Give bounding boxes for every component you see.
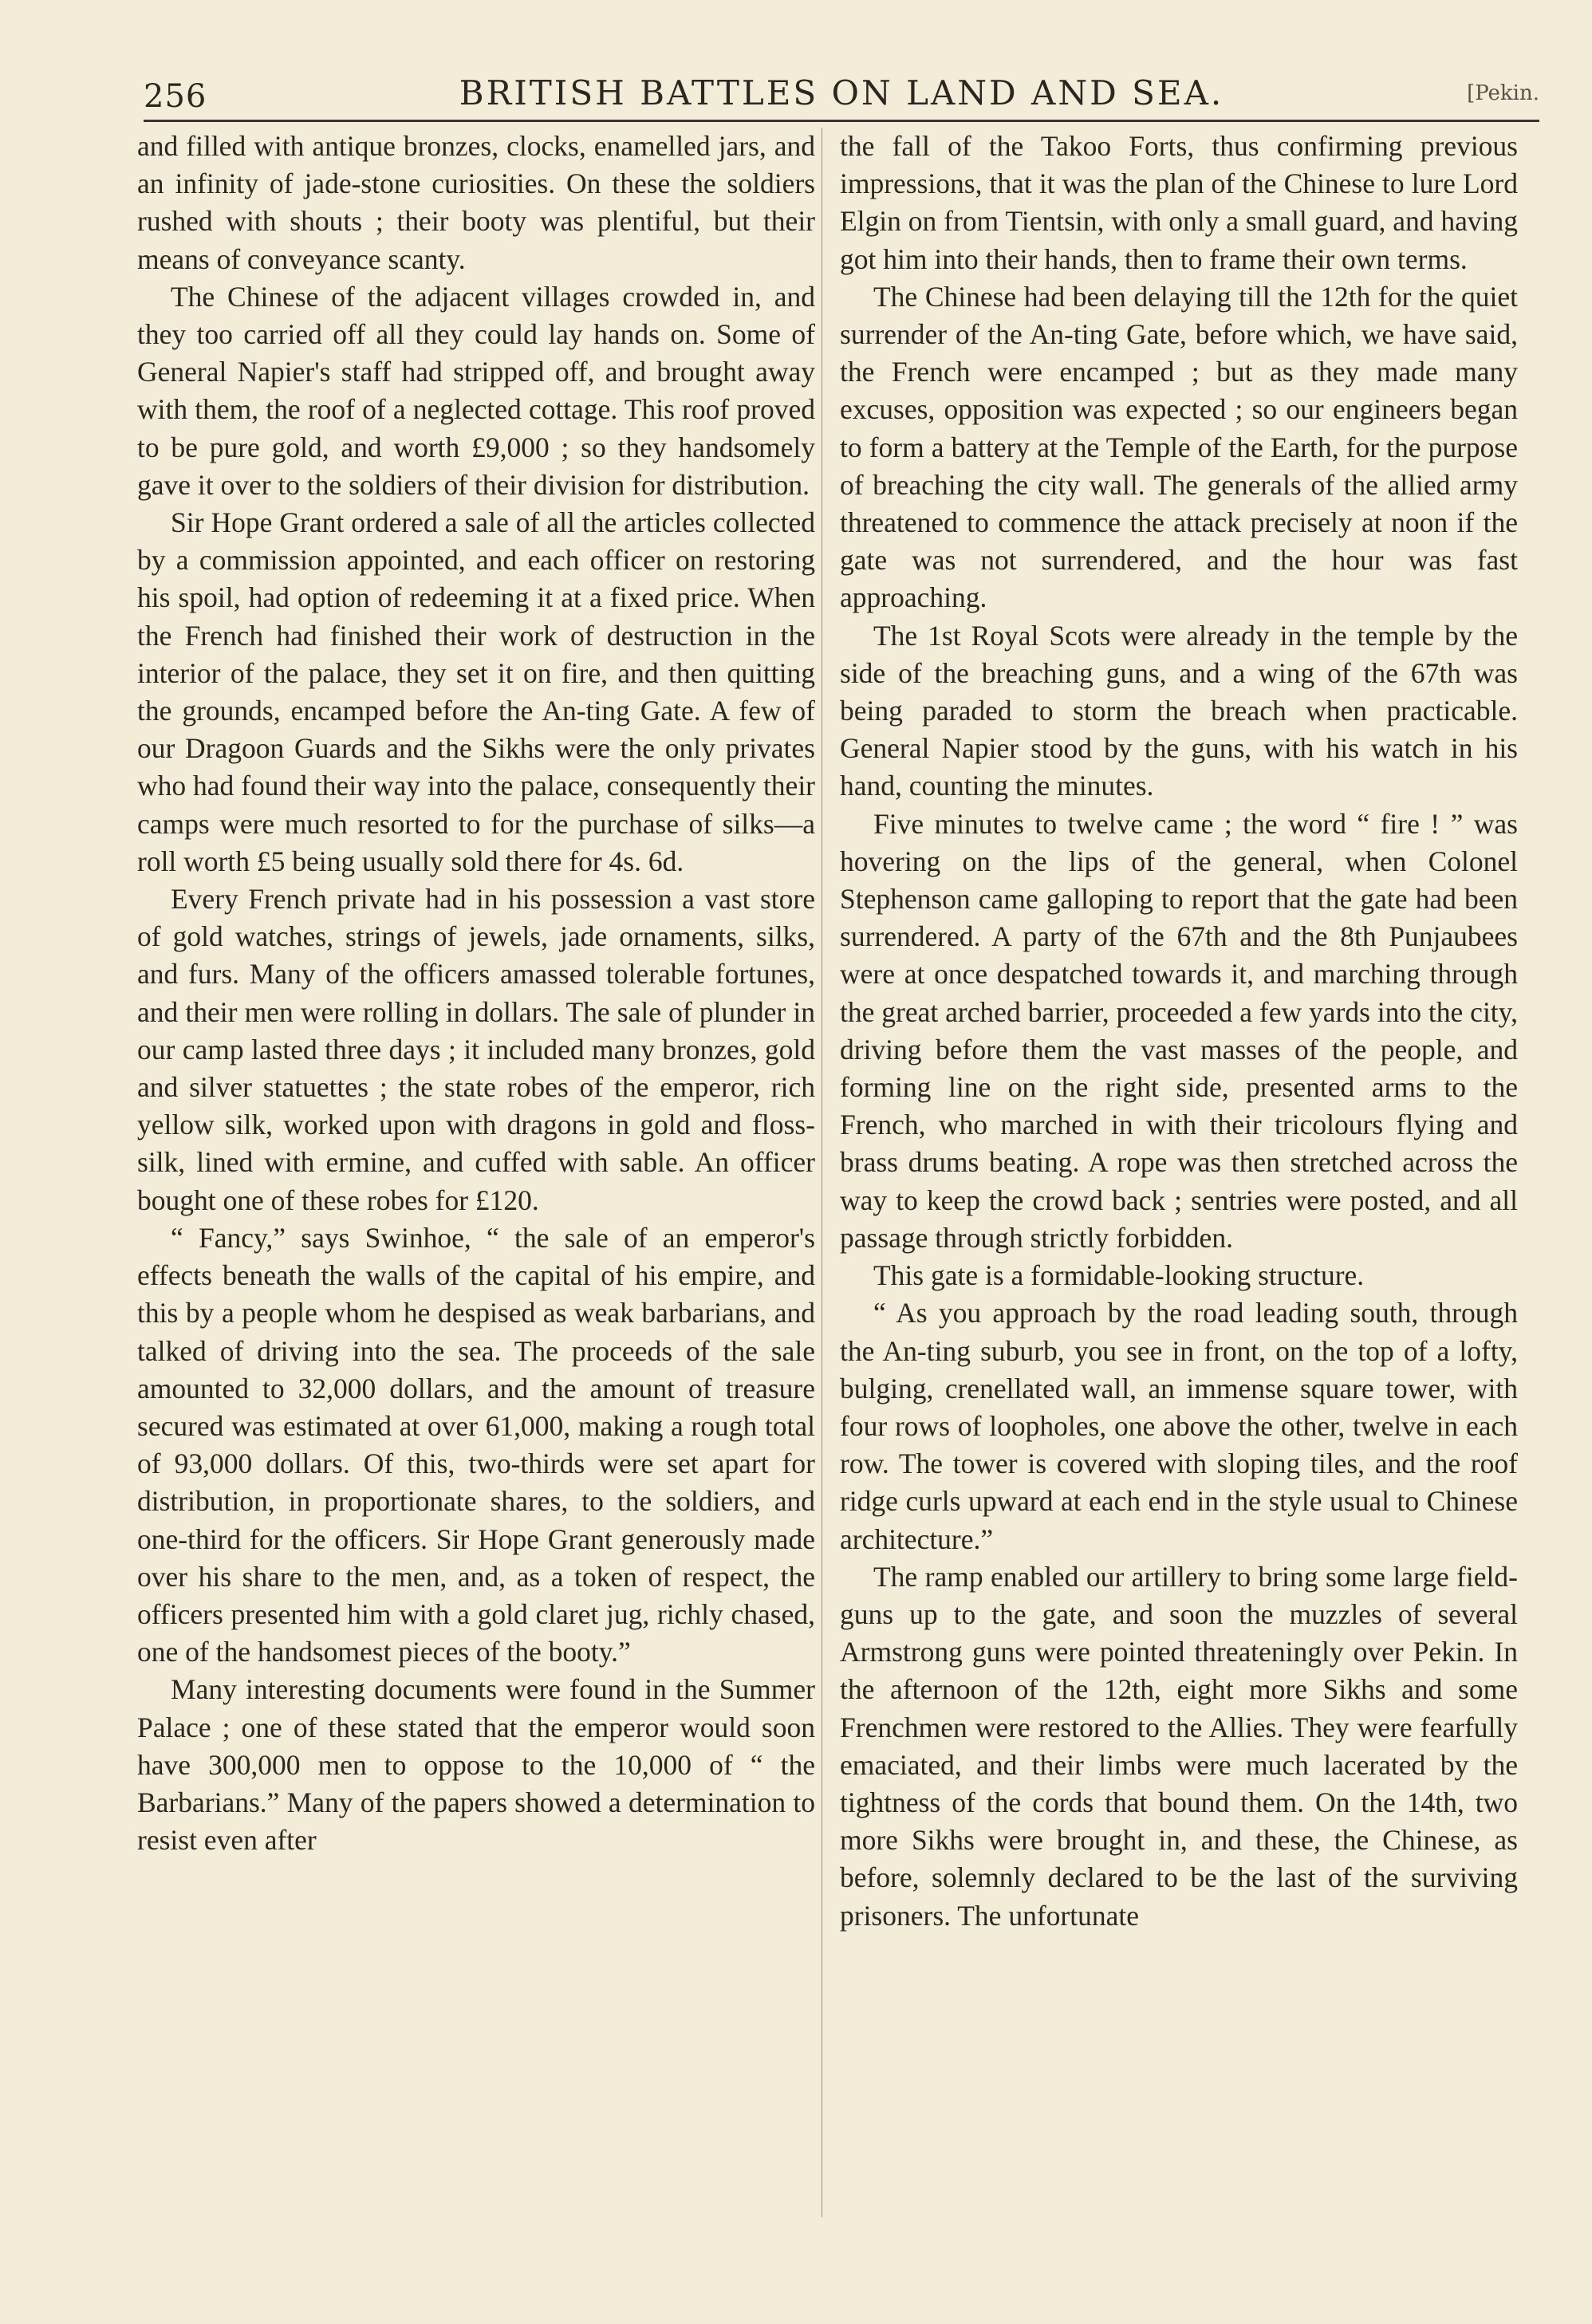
left-column <box>137 128 815 2297</box>
running-title: BRITISH BATTLES ON LAND AND SEA. <box>459 73 1224 112</box>
page-number: 256 <box>144 78 207 115</box>
paragraph: Five minutes to twelve came ; the word “ fire ! ” was hovering on the lips of the general, when Colonel Stephenson came galloping to report that the gate had been surrendered. A party of the 67th and the 8th Punjaubees were at once despatched towards it, and marching through the great arched barrier, proceeded a few yards into the city, driving before them the vast masses of the people, and forming line on the right side, presented arms to the French, who marched in with their tricolours flying and brass drums beating. A rope was then stretched across the way to keep the crowd back ; sentries were posted, and all passage through strictly forbidden. <box>840 807 1518 1254</box>
paragraph: Every French private had in his possession a vast store of gold watches, strings of jewels, jade ornaments, silks, and furs. Many of the officers amassed tolerable fortunes, and their men were rolling in dollars. The sale of plunder in our camp lasted three days ; it included many bronzes, gold and silver statuettes ; the state robes of the emperor, rich yellow silk, worked upon with dragons in gold and floss-silk, lined with ermine, and cuffed with sable. An officer bought one of these robes for £120. <box>137 883 815 1216</box>
header-rule <box>144 120 1539 122</box>
paragraph: The ramp enabled our artillery to bring some large field-guns up to the gate, and soon the muzzles of several Armstrong guns were pointed threateningly over Pekin. In the afternoon of the 12th, eight more Sikhs and some Frenchmen were restored to the Allies. They were fearfully emaciated, and their limbs were much lacerated by the tightness of the cords that bound them. On the 14th, two more Sikhs were brought in, and these, the Chinese, as before, solemnly declared to be the last of the surviving prisoners. The unfortunate <box>840 1560 1518 1932</box>
paragraph: Many interesting documents were found in the Summer Palace ; one of these stated that the emperor would soon have 300,000 men to oppose to the 10,000 of “ the Barbarians.” Many of the papers showed a determination to resist even after <box>137 1673 815 1857</box>
paragraph: Sir Hope Grant ordered a sale of all the articles collected by a commission appointed, and each officer on restoring his spoil, had option of redeeming it at a fixed price. When the French had finished their work of destruction in the interior of the palace, they set it on fire, and then quitting the grounds, encamped before the An-ting Gate. A few of our Dragoon Guards and the Sikhs were the only privates who had found their way into the palace, consequently their camps were much resorted to for the purchase of silks—a roll worth £5 being usually sold there for 4s. 6d. <box>137 506 815 877</box>
right-column <box>840 128 1518 2297</box>
section-mark: [Pekin. <box>1467 81 1539 105</box>
paragraph: The 1st Royal Scots were already in the temple by the side of the breaching guns, and a wing of the 67th was being paraded to storm the breach when practicable. General Napier stood by the guns, with his watch in his hand, counting the minutes. <box>840 619 1518 802</box>
paragraph: “ Fancy,” says Swinhoe, “ the sale of an emperor's effects beneath the walls of the capital of his empire, and this by a people whom he despised as weak barbarians, and talked of driving into the sea. The proceeds of the sale amounted to 32,000 dollars, and the amount of treasure secured was estimated at over 61,000, making a rough total of 93,000 dollars. Of this, two-thirds were set apart for distribution, in proportionate shares, to the soldiers, and one-third for the officers. Sir Hope Grant generously made over his share to the men, and, as a token of respect, the officers presented him with a gold claret jug, richly chased, one of the handsomest pieces of the booty.” <box>137 1221 815 1668</box>
paragraph: The Chinese had been delaying till the 12th for the quiet surrender of the An-ting Gate, before which, we have said, the French were encamped ; but as they made many excuses, opposition was expected ; so our engineers began to form a battery at the Temple of the Earth, for the purpose of breaching the city wall. The generals of the allied army threatened to commence the attack precisely at noon if the gate was not surrendered, and the hour was fast approaching. <box>840 280 1518 614</box>
page-header <box>144 70 1539 126</box>
paragraph: “ As you approach by the road leading south, through the An-ting suburb, you see in front, on the top of a lofty, bulging, crenellated wall, an immense square tower, with four rows of loopholes, one above the other, twelve in each row. The tower is covered with sloping tiles, and the roof ridge curls upward at each end in the style usual to Chinese architecture.” <box>840 1297 1518 1555</box>
paragraph: the fall of the Takoo Forts, thus confirming previous impressions, that it was the plan of the Chinese to lure Lord Elgin on from Tientsin, with only a small guard, and having got him into their hands, then to frame their own terms. <box>840 130 1518 275</box>
paragraph: This gate is a formidable-looking structure. <box>873 1259 1365 1292</box>
paragraph: and filled with antique bronzes, clocks, enamelled jars, and an infinity of jade-stone curiosities. On these the soldiers rushed with shouts ; their booty was plentiful, but their means of conveyance scanty. <box>137 130 815 275</box>
paragraph: The Chinese of the adjacent villages crowded in, and they too carried off all they could lay hands on. Some of General Napier's staff had stripped off, and brought away with them, the roof of a neglected cottage. This roof proved to be pure gold, and worth £9,000 ; so they handsomely gave it over to the soldiers of their division for distribution. <box>137 280 815 501</box>
